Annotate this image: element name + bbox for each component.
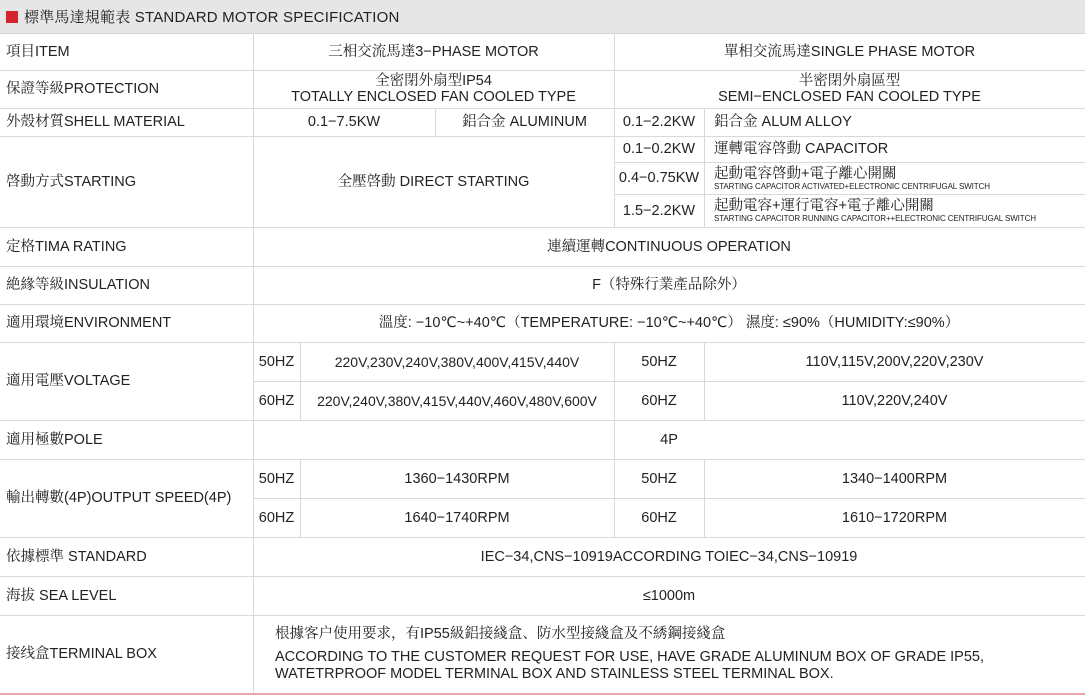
bottom-accent-line (0, 693, 1085, 695)
shell-single-range: 0.1−2.2KW (622, 114, 696, 130)
rating-value: 連續運轉CONTINUOUS OPERATION (547, 238, 791, 255)
shell-single-material: 鋁合金 ALUM ALLOY (714, 114, 852, 130)
protection-three-phase (253, 70, 614, 108)
pole-value: 4P (660, 431, 678, 448)
row-label-standard: 依據標準 STANDARD (6, 548, 147, 565)
environment-value: 溫度: −10℃~+40℃（TEMPERATURE: −10℃~+40℃） 濕度: ≤90%（HUMIDITY:≤90%） (378, 315, 960, 331)
voltage-three-values-60: 220V,240V,380V,415V,440V,460V,480V,600V (317, 392, 597, 409)
terminal-box-en-2: WATETRPROOF MODEL TERMINAL BOX AND STAINLESS STEEL TERMINAL BOX. (275, 665, 834, 682)
voltage-three-values-50: 220V,230V,240V,380V,400V,415V,440V (334, 353, 580, 370)
starting-method-3 (704, 194, 1085, 227)
voltage-three-hz-50: 50HZ (258, 353, 295, 370)
row-label-sea-level: 海拔 SEA LEVEL (6, 587, 117, 604)
starting-method-3-cn: 起動電容+運行電容+電子離心開關 (714, 198, 934, 214)
protection-single-cn: 半密閉外扇區型 (798, 73, 901, 89)
terminal-box-value (253, 615, 1085, 693)
row-label-pole: 適用極數POLE (6, 431, 103, 448)
speed-three-value-50: 1360−1430RPM (404, 470, 510, 487)
row-label-terminal-box: 接线盒TERMINAL BOX (6, 646, 157, 662)
row-label-environment: 適用環境ENVIRONMENT (6, 315, 172, 331)
starting-method-2 (704, 162, 1085, 194)
row-label-protection: 保證等級PROTECTION (6, 81, 160, 97)
starting-method-2-cn: 起動電容啓動+電子離心開關 (714, 165, 897, 182)
voltage-single-hz-60: 60HZ (641, 392, 677, 409)
speed-single-value-60: 1610−1720RPM (841, 509, 948, 526)
protection-three-en: TOTALLY ENCLOSED FAN COOLED TYPE (291, 89, 576, 105)
starting-method-2-en: STARTING CAPACITOR ACTIVATED+ELECTRONIC CENTRIFUGAL SWITCH (714, 181, 990, 191)
speed-single-hz-50: 50HZ (641, 470, 677, 487)
header-single-phase: 單相交流馬達SINGLE PHASE MOTOR (723, 44, 976, 60)
row-label-starting: 啓動方式STARTING (6, 173, 136, 190)
speed-three-hz-50: 50HZ (258, 470, 295, 487)
standard-value: IEC−34,CNS−10919ACCORDING TOIEC−34,CNS−10919 (480, 548, 858, 565)
speed-single-value-50: 1340−1400RPM (841, 470, 948, 487)
protection-single-phase (614, 70, 1085, 108)
protection-single-en: SEMI−ENCLOSED FAN COOLED TYPE (718, 89, 981, 105)
sea-level-value: ≤1000m (642, 587, 696, 604)
insulation-value: F（特殊行業產品除外） (592, 277, 746, 293)
row-label-insulation: 絶緣等級INSULATION (6, 277, 150, 293)
voltage-single-values-60: 110V,220V,240V (841, 392, 948, 409)
speed-single-hz-60: 60HZ (641, 509, 677, 526)
voltage-single-hz-50: 50HZ (641, 353, 677, 370)
starting-range-1: 0.1−0.2KW (622, 141, 696, 157)
shell-three-range: 0.1−7.5KW (307, 114, 381, 130)
table-title: 標準馬達規範表 STANDARD MOTOR SPECIFICATION (24, 9, 400, 26)
shell-three-material: 鋁合金 ALUMINUM (462, 114, 587, 130)
starting-range-2: 0.4−0.75KW (618, 170, 700, 186)
speed-three-hz-60: 60HZ (258, 509, 295, 526)
protection-three-cn: 全密閉外扇型IP54 (375, 73, 492, 89)
red-square-icon (6, 11, 18, 23)
spec-table (0, 34, 1085, 697)
starting-method-3-en: STARTING CAPACITOR RUNNING CAPACITOR++ELECTRONIC CENTRIFUGAL SWITCH (714, 214, 1036, 223)
header-three-phase: 三相交流馬達3−PHASE MOTOR (328, 44, 539, 60)
row-label-item: 項目ITEM (6, 44, 70, 60)
terminal-box-en-1: ACCORDING TO THE CUSTOMER REQUEST FOR USE, HAVE GRADE ALUMINUM BOX OF GRADE IP55, (275, 648, 985, 665)
row-label-rating: 定格TIMA RATING (6, 238, 127, 255)
table-title-bar (0, 0, 1085, 34)
row-label-speed: 輸出轉數(4P)OUTPUT SPEED(4P) (6, 490, 232, 506)
voltage-single-values-50: 110V,115V,200V,220V,230V (805, 353, 984, 370)
starting-range-3: 1.5−2.2KW (622, 202, 696, 219)
starting-three-phase: 全壓啓動 DIRECT STARTING (337, 173, 530, 190)
terminal-box-cn: 根據客户使用要求，有IP55級鋁接綫盒、防水型接綫盒及不綉鋼接綫盒 (275, 625, 726, 642)
speed-three-value-60: 1640−1740RPM (404, 509, 510, 526)
row-label-voltage: 適用電壓VOLTAGE (6, 373, 131, 389)
row-label-shell: 外殼材質SHELL MATERIAL (6, 114, 185, 130)
starting-method-1: 運轉電容啓動 CAPACITOR (714, 141, 889, 157)
voltage-three-hz-60: 60HZ (258, 392, 295, 409)
